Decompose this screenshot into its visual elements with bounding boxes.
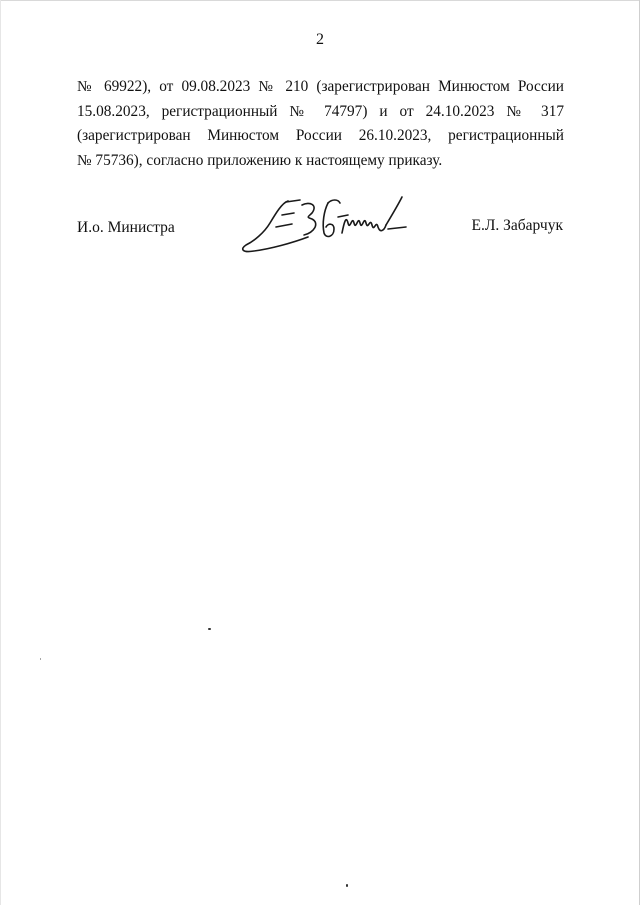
scan-speck	[346, 884, 348, 887]
handwritten-signature	[236, 193, 412, 257]
signer-name: Е.Л. Забарчук	[471, 217, 563, 234]
scan-speck	[40, 658, 41, 660]
body-line: 15.08.2023, регистрационный № 74797) и от 24.10.2023 № 317	[77, 102, 564, 120]
page-edge-left	[0, 0, 1, 905]
scan-speck	[208, 628, 211, 630]
body-line: (зарегистрирован Минюстом России 26.10.2023, регистрационный	[77, 127, 564, 144]
body-paragraph	[77, 75, 564, 173]
body-line: № 69922), от 09.08.2023 № 210 (зарегистрирован Минюстом России	[77, 78, 564, 95]
signer-title: И.о. Министра	[77, 219, 175, 236]
body-line: № 75736), согласно приложению к настоящему приказу.	[77, 151, 443, 169]
page-edge-top	[0, 0, 640, 1]
page-number: 2	[316, 31, 324, 48]
